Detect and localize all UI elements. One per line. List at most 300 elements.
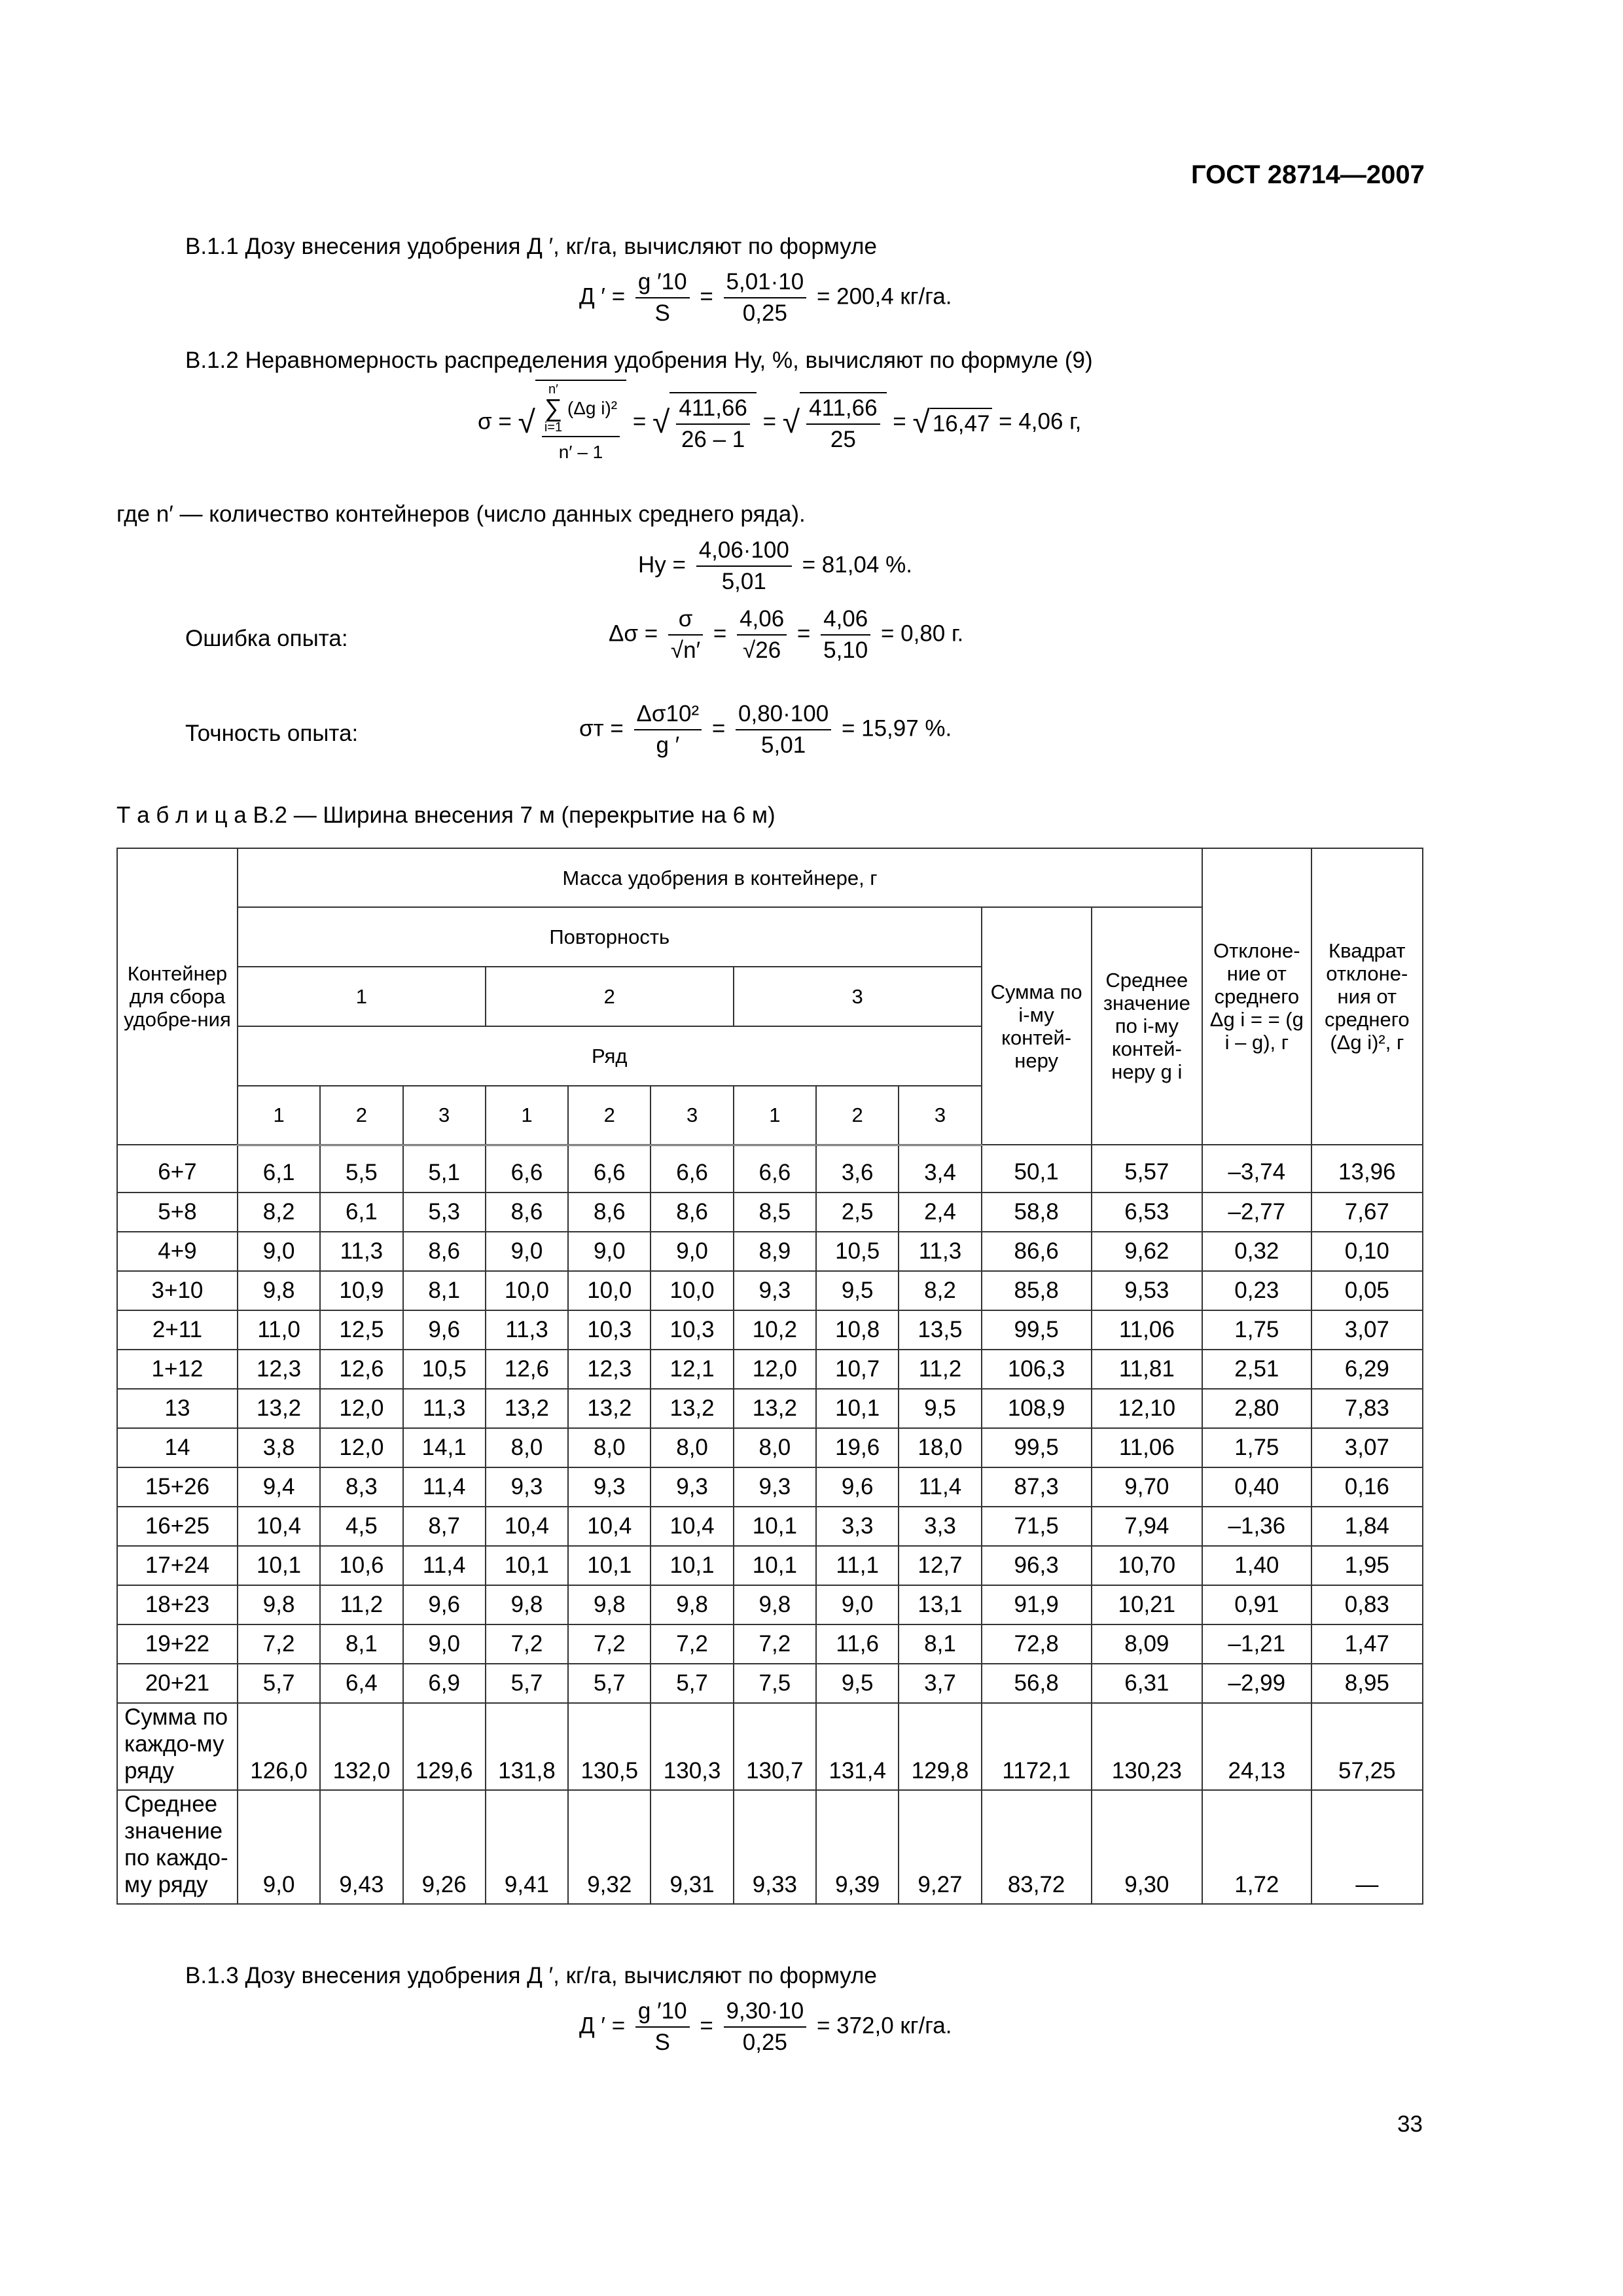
table-cell: 11,3 bbox=[403, 1389, 486, 1428]
table-cell: 12,0 bbox=[734, 1350, 816, 1389]
header-rep-1: 1 bbox=[238, 967, 486, 1026]
header-mass: Масса удобрения в контейнере, г bbox=[238, 848, 1202, 907]
table-cell: 8,6 bbox=[568, 1193, 651, 1232]
section-b13-text: В.1.3 Дозу внесения удобрения Д ′, кг/га, вычисляют по формуле bbox=[185, 1963, 877, 1988]
table-cell: 11,4 bbox=[403, 1467, 486, 1507]
table-cell: 9,0 bbox=[816, 1585, 899, 1624]
header-row-num: 2 bbox=[816, 1086, 899, 1145]
table-cell: 12,3 bbox=[238, 1350, 320, 1389]
document-standard-header: ГОСТ 28714—2007 bbox=[1191, 160, 1425, 189]
table-cell: 10,2 bbox=[734, 1310, 816, 1350]
table-cell: 131,4 bbox=[816, 1703, 899, 1790]
table-cell: 6,1 bbox=[238, 1145, 320, 1193]
table-cell: 7,5 bbox=[734, 1664, 816, 1703]
table-cell: 9,8 bbox=[238, 1271, 320, 1310]
table-cell: 9,4 bbox=[238, 1467, 320, 1507]
table-cell: 11,1 bbox=[816, 1546, 899, 1585]
radical-sign: √ bbox=[912, 405, 930, 440]
fraction-denominator: 5,10 bbox=[823, 637, 868, 663]
table-cell: 5,7 bbox=[651, 1664, 733, 1703]
fraction-numerator: 0,80·100 bbox=[736, 700, 831, 730]
fraction bbox=[668, 605, 703, 664]
fraction-denominator: 26 – 1 bbox=[681, 427, 745, 452]
fraction-denominator: S bbox=[654, 300, 670, 326]
sum-lower-limit: i=1 bbox=[544, 420, 563, 435]
table-cell: 10,70 bbox=[1092, 1546, 1202, 1585]
equals-sign: = bbox=[700, 283, 713, 310]
table-cell: –2,77 bbox=[1202, 1193, 1311, 1232]
fraction bbox=[634, 700, 702, 759]
table-cell: 91,9 bbox=[982, 1585, 1092, 1624]
fraction-numerator: 411,66 bbox=[676, 395, 749, 425]
row-label-cell: 4+9 bbox=[117, 1232, 238, 1271]
table-cell: 9,0 bbox=[651, 1232, 733, 1271]
table-cell: 10,3 bbox=[568, 1310, 651, 1350]
row-label-cell: 19+22 bbox=[117, 1624, 238, 1664]
fraction bbox=[821, 605, 870, 664]
fraction-numerator: 4,06 bbox=[821, 605, 870, 636]
table-cell: 9,6 bbox=[403, 1310, 486, 1350]
table-cell: 99,5 bbox=[982, 1310, 1092, 1350]
table-cell: 9,0 bbox=[403, 1624, 486, 1664]
square-root bbox=[518, 380, 627, 466]
header-row-num: 2 bbox=[320, 1086, 402, 1145]
table-cell: 8,95 bbox=[1311, 1664, 1423, 1703]
table-cell: 8,2 bbox=[899, 1271, 981, 1310]
table-cell: 11,4 bbox=[899, 1467, 981, 1507]
table-cell: 6,4 bbox=[320, 1664, 402, 1703]
table-cell: 8,6 bbox=[486, 1193, 568, 1232]
row-label-cell: 13 bbox=[117, 1389, 238, 1428]
fraction-numerator bbox=[542, 382, 620, 437]
header-container: Контейнер для сбора удобре-ния bbox=[117, 848, 238, 1145]
table-cell: 50,1 bbox=[982, 1145, 1092, 1193]
table-cell: 7,2 bbox=[651, 1624, 733, 1664]
table-cell: 8,1 bbox=[320, 1624, 402, 1664]
table-cell: 87,3 bbox=[982, 1467, 1092, 1507]
table-cell: 9,62 bbox=[1092, 1232, 1202, 1271]
fraction bbox=[635, 1998, 690, 2056]
table-cell: 9,8 bbox=[651, 1585, 733, 1624]
table-cell: 10,4 bbox=[651, 1507, 733, 1546]
table-cell: 9,8 bbox=[486, 1585, 568, 1624]
table-cell: 9,5 bbox=[899, 1389, 981, 1428]
table-cell: 83,72 bbox=[982, 1790, 1092, 1904]
header-repeat: Повторность bbox=[238, 907, 982, 967]
error-label: Ошибка опыта: bbox=[185, 626, 348, 651]
row-label-cell: 14 bbox=[117, 1428, 238, 1467]
header-square-deviation: Квадрат отклоне-ния от среднего (Δg i)², г bbox=[1311, 848, 1423, 1145]
row-label-cell: 20+21 bbox=[117, 1664, 238, 1703]
table-cell: 5,5 bbox=[320, 1145, 402, 1193]
table-cell: 12,6 bbox=[320, 1350, 402, 1389]
table-cell: 6,1 bbox=[320, 1193, 402, 1232]
table-cell: 0,91 bbox=[1202, 1585, 1311, 1624]
table-cell: 9,3 bbox=[651, 1467, 733, 1507]
page-number: 33 bbox=[1397, 2111, 1423, 2137]
row-label-cell: 1+12 bbox=[117, 1350, 238, 1389]
table-cell: 10,8 bbox=[816, 1310, 899, 1350]
table-cell: 13,2 bbox=[734, 1389, 816, 1428]
table-cell: 10,4 bbox=[568, 1507, 651, 1546]
table-cell: 130,7 bbox=[734, 1703, 816, 1790]
table-cell: 18,0 bbox=[899, 1428, 981, 1467]
table-cell: 11,06 bbox=[1092, 1310, 1202, 1350]
table-cell: 8,0 bbox=[651, 1428, 733, 1467]
table-cell: 5,1 bbox=[403, 1145, 486, 1193]
table-cell: 7,83 bbox=[1311, 1389, 1423, 1428]
table-cell: 1172,1 bbox=[982, 1703, 1092, 1790]
fraction-numerator: Δσ10² bbox=[634, 700, 702, 730]
table-cell: 8,09 bbox=[1092, 1624, 1202, 1664]
table-cell: 8,3 bbox=[320, 1467, 402, 1507]
table-cell: 85,8 bbox=[982, 1271, 1092, 1310]
radical-sign: √ bbox=[782, 405, 800, 440]
table-cell: 11,2 bbox=[899, 1350, 981, 1389]
table-cell: 10,1 bbox=[734, 1507, 816, 1546]
radical-sign: √ bbox=[652, 405, 670, 440]
table-cell: 13,2 bbox=[568, 1389, 651, 1428]
radicand: 16,47 bbox=[930, 408, 993, 438]
table-cell: 1,75 bbox=[1202, 1428, 1311, 1467]
table-cell: 10,4 bbox=[238, 1507, 320, 1546]
table-cell: 9,0 bbox=[238, 1790, 320, 1904]
header-row-num: 3 bbox=[899, 1086, 981, 1145]
formula-dose-1 bbox=[579, 268, 952, 327]
data-table bbox=[116, 848, 1423, 1905]
table-cell: 10,5 bbox=[816, 1232, 899, 1271]
table-cell: 0,16 bbox=[1311, 1467, 1423, 1507]
row-label-cell: 6+7 bbox=[117, 1145, 238, 1193]
table-cell: 9,8 bbox=[734, 1585, 816, 1624]
table-cell: 11,3 bbox=[320, 1232, 402, 1271]
table-row bbox=[117, 1546, 1423, 1585]
table-cell: 9,6 bbox=[816, 1467, 899, 1507]
table-cell: 10,0 bbox=[486, 1271, 568, 1310]
table-cell: 6,53 bbox=[1092, 1193, 1202, 1232]
table-cell: 0,83 bbox=[1311, 1585, 1423, 1624]
fraction-denominator: √n′ bbox=[670, 637, 701, 663]
table-cell: 13,2 bbox=[486, 1389, 568, 1428]
header-row-num: 3 bbox=[651, 1086, 733, 1145]
row-label-cell: 2+11 bbox=[117, 1310, 238, 1350]
table-cell: 10,7 bbox=[816, 1350, 899, 1389]
formula-lhs: Δσ = bbox=[609, 620, 658, 647]
table-cell: 9,5 bbox=[816, 1664, 899, 1703]
table-cell: 9,3 bbox=[568, 1467, 651, 1507]
header-row-num: 1 bbox=[486, 1086, 568, 1145]
row-label-cell: 15+26 bbox=[117, 1467, 238, 1507]
row-label-cell: 16+25 bbox=[117, 1507, 238, 1546]
table-cell: 7,2 bbox=[568, 1624, 651, 1664]
fraction-denominator: 5,01 bbox=[721, 569, 766, 594]
table-cell: 8,1 bbox=[403, 1271, 486, 1310]
section-b11-text: В.1.1 Дозу внесения удобрения Д ′, кг/га, вычисляют по формуле bbox=[185, 234, 877, 259]
table-cell: 10,6 bbox=[320, 1546, 402, 1585]
table-row bbox=[117, 1585, 1423, 1624]
summation bbox=[544, 382, 562, 435]
table-row bbox=[117, 1145, 1423, 1193]
table-cell: 3,07 bbox=[1311, 1428, 1423, 1467]
table-cell: 11,81 bbox=[1092, 1350, 1202, 1389]
table-cell: 10,5 bbox=[403, 1350, 486, 1389]
formula-hy bbox=[638, 537, 912, 596]
fraction-denominator: g ′ bbox=[656, 732, 680, 758]
table-cell: 9,31 bbox=[651, 1790, 733, 1904]
fraction bbox=[635, 268, 690, 327]
table-cell: 0,40 bbox=[1202, 1467, 1311, 1507]
table-cell: 2,4 bbox=[899, 1193, 981, 1232]
header-row-num: 1 bbox=[734, 1086, 816, 1145]
table-cell: 9,6 bbox=[403, 1585, 486, 1624]
table-row bbox=[117, 1428, 1423, 1467]
where-n-text: где n′ — количество контейнеров (число данных среднего ряда). bbox=[116, 501, 806, 527]
formula-result: = 0,80 г. bbox=[880, 620, 964, 647]
table-cell: 5,3 bbox=[403, 1193, 486, 1232]
table-cell: 9,0 bbox=[238, 1232, 320, 1271]
table-cell: 71,5 bbox=[982, 1507, 1092, 1546]
table-cell: 6,31 bbox=[1092, 1664, 1202, 1703]
table-cell: 6,6 bbox=[651, 1145, 733, 1193]
table-cell: 0,05 bbox=[1311, 1271, 1423, 1310]
header-deviation: Отклоне-ние от среднего Δg i = = (g i – g), г bbox=[1202, 848, 1311, 1145]
formula-lhs: Hу = bbox=[638, 552, 686, 578]
table-cell: 8,0 bbox=[734, 1428, 816, 1467]
table-cell: 11,2 bbox=[320, 1585, 402, 1624]
table-cell: 58,8 bbox=[982, 1193, 1092, 1232]
table-cell: — bbox=[1311, 1790, 1423, 1904]
table-cell: 8,6 bbox=[403, 1232, 486, 1271]
table-row bbox=[117, 1193, 1423, 1232]
table-cell: 0,32 bbox=[1202, 1232, 1311, 1271]
formula-result: = 200,4 кг/га. bbox=[816, 283, 952, 310]
table-cell: 108,9 bbox=[982, 1389, 1092, 1428]
table-cell: 3,3 bbox=[816, 1507, 899, 1546]
table-cell: 12,0 bbox=[320, 1389, 402, 1428]
square-root bbox=[912, 405, 992, 440]
fraction bbox=[736, 700, 831, 759]
table-row bbox=[117, 1232, 1423, 1271]
table-cell: 130,3 bbox=[651, 1703, 733, 1790]
table-cell: 6,9 bbox=[403, 1664, 486, 1703]
fraction-denominator: 0,25 bbox=[742, 2030, 787, 2055]
table-cell: 106,3 bbox=[982, 1350, 1092, 1389]
header-rep-2: 2 bbox=[486, 967, 734, 1026]
fraction-numerator: 9,30·10 bbox=[724, 1998, 807, 2028]
table-cell: 14,1 bbox=[403, 1428, 486, 1467]
table-cell: 3,07 bbox=[1311, 1310, 1423, 1350]
formula-result: = 15,97 %. bbox=[841, 715, 952, 742]
table-row bbox=[117, 1389, 1423, 1428]
fraction-numerator: g ′10 bbox=[635, 1998, 690, 2028]
table-cell: 10,0 bbox=[651, 1271, 733, 1310]
fraction-denominator: 0,25 bbox=[742, 300, 787, 326]
formula-accuracy: σт = $\frac{\text{Δσ10²}}{g '}$ = $\frac{0,80\cdot 100}{5,01}$ = 15,97 %. bbox=[579, 701, 952, 758]
row-label-cell: 3+10 bbox=[117, 1271, 238, 1310]
fraction-numerator: g ′10 bbox=[635, 268, 690, 298]
table-cell: 19,6 bbox=[816, 1428, 899, 1467]
formula-dose-2 bbox=[579, 1998, 952, 2056]
radicand bbox=[535, 380, 626, 466]
table-cell: 9,8 bbox=[568, 1585, 651, 1624]
table-cell: 57,25 bbox=[1311, 1703, 1423, 1790]
fraction-denominator: √26 bbox=[743, 637, 781, 663]
table-cell: 8,5 bbox=[734, 1193, 816, 1232]
table-cell: 13,2 bbox=[651, 1389, 733, 1428]
table-cell: 7,2 bbox=[238, 1624, 320, 1664]
table-cell: –3,74 bbox=[1202, 1145, 1311, 1193]
row-label-cell: Среднее значение по каждо-му ряду bbox=[117, 1790, 238, 1904]
table-cell: 7,67 bbox=[1311, 1193, 1423, 1232]
radicand bbox=[800, 392, 886, 454]
radicand bbox=[669, 392, 756, 454]
table-cell: 7,94 bbox=[1092, 1507, 1202, 1546]
table-cell: 9,30 bbox=[1092, 1790, 1202, 1904]
table-cell: 2,51 bbox=[1202, 1350, 1311, 1389]
table-cell: 8,0 bbox=[568, 1428, 651, 1467]
sum-row bbox=[117, 1703, 1423, 1790]
table-cell: 9,41 bbox=[486, 1790, 568, 1904]
table-cell: 9,5 bbox=[816, 1271, 899, 1310]
table-cell: 6,29 bbox=[1311, 1350, 1423, 1389]
table-cell: 12,6 bbox=[486, 1350, 568, 1389]
table-cell: 1,75 bbox=[1202, 1310, 1311, 1350]
table-cell: 99,5 bbox=[982, 1428, 1092, 1467]
table-cell: 86,6 bbox=[982, 1232, 1092, 1271]
sum-expression: (Δg i)² bbox=[567, 398, 618, 418]
fraction-numerator: 411,66 bbox=[806, 395, 880, 425]
formula-result: = 372,0 кг/га. bbox=[816, 2013, 952, 2039]
fraction-numerator: 4,06·100 bbox=[696, 537, 792, 567]
table-cell: 9,70 bbox=[1092, 1467, 1202, 1507]
table-cell: 0,10 bbox=[1311, 1232, 1423, 1271]
header-row-num: 1 bbox=[238, 1086, 320, 1145]
table-cell: 12,3 bbox=[568, 1350, 651, 1389]
table-cell: –1,36 bbox=[1202, 1507, 1311, 1546]
table-cell: 11,6 bbox=[816, 1624, 899, 1664]
table-cell: 2,80 bbox=[1202, 1389, 1311, 1428]
table-cell: 11,06 bbox=[1092, 1428, 1202, 1467]
formula-lhs: σ = bbox=[478, 408, 512, 435]
table-cell: 10,21 bbox=[1092, 1585, 1202, 1624]
table-row bbox=[117, 1507, 1423, 1546]
table-cell: 9,26 bbox=[403, 1790, 486, 1904]
sigma-icon: ∑ bbox=[544, 395, 563, 422]
table-cell: 9,0 bbox=[486, 1232, 568, 1271]
formula-result: = 81,04 %. bbox=[802, 552, 912, 578]
table-cell: 3,6 bbox=[816, 1145, 899, 1193]
table-cell: 9,8 bbox=[238, 1585, 320, 1624]
formula-lhs: Д ′ = bbox=[579, 283, 626, 310]
formula-result: = 4,06 г, bbox=[999, 408, 1082, 435]
table-row bbox=[117, 1624, 1423, 1664]
table-cell: 5,7 bbox=[568, 1664, 651, 1703]
table-cell: 12,7 bbox=[899, 1546, 981, 1585]
table-cell: 8,7 bbox=[403, 1507, 486, 1546]
table-cell: 7,2 bbox=[734, 1624, 816, 1664]
table-cell: 1,95 bbox=[1311, 1546, 1423, 1585]
header-mean: Среднее значение по i-му контей-неру g i bbox=[1092, 907, 1202, 1145]
table-cell: 12,10 bbox=[1092, 1389, 1202, 1428]
row-label-cell: Сумма по каждо-му ряду bbox=[117, 1703, 238, 1790]
table-cell: 129,8 bbox=[899, 1703, 981, 1790]
table-cell: 9,0 bbox=[568, 1232, 651, 1271]
table-cell: 24,13 bbox=[1202, 1703, 1311, 1790]
fraction bbox=[724, 1998, 807, 2056]
formula-lhs: σт = bbox=[579, 715, 624, 742]
table-cell: 10,3 bbox=[651, 1310, 733, 1350]
table-row bbox=[117, 1310, 1423, 1350]
table-cell: 10,1 bbox=[734, 1546, 816, 1585]
section-b12-text: В.1.2 Неравномерность распределения удобрения Hу, %, вычисляют по формуле (9) bbox=[185, 348, 1093, 373]
table-cell: 6,6 bbox=[734, 1145, 816, 1193]
table-cell: 1,84 bbox=[1311, 1507, 1423, 1546]
header-row-num: 2 bbox=[568, 1086, 651, 1145]
accuracy-label: Точность опыта: bbox=[185, 721, 359, 746]
fraction-denominator: 5,01 bbox=[761, 732, 806, 758]
table-cell: 10,0 bbox=[568, 1271, 651, 1310]
table-cell: 6,6 bbox=[568, 1145, 651, 1193]
fraction bbox=[724, 268, 807, 327]
table-row bbox=[117, 1350, 1423, 1389]
table-cell: 96,3 bbox=[982, 1546, 1092, 1585]
fraction bbox=[542, 382, 620, 466]
fraction-numerator: σ bbox=[668, 605, 703, 636]
table-cell: 5,57 bbox=[1092, 1145, 1202, 1193]
table-cell: 130,5 bbox=[568, 1703, 651, 1790]
table-caption: Т а б л и ц а В.2 — Ширина внесения 7 м (перекрытие на 6 м) bbox=[116, 802, 776, 828]
fraction-denominator: S bbox=[654, 2030, 670, 2055]
fraction bbox=[737, 605, 787, 664]
formula-sigma: σ = √ n′ ∑ i=1 (Δg i)² n′ – 1 = √ $\frac{411,66}{26 - 1}$ = √ $\frac{411,66}{25}$ = √ 16,47 = 4,06 г, bbox=[478, 380, 1081, 466]
table-cell: 10,4 bbox=[486, 1507, 568, 1546]
table-cell: 11,3 bbox=[899, 1232, 981, 1271]
table-cell: 8,0 bbox=[486, 1428, 568, 1467]
table-cell: 9,33 bbox=[734, 1790, 816, 1904]
fraction-numerator: 5,01·10 bbox=[724, 268, 807, 298]
table-cell: 11,4 bbox=[403, 1546, 486, 1585]
table-cell: 5,7 bbox=[486, 1664, 568, 1703]
fraction bbox=[806, 395, 880, 454]
table-row bbox=[117, 1467, 1423, 1507]
table-cell: –2,99 bbox=[1202, 1664, 1311, 1703]
fraction-numerator: 4,06 bbox=[737, 605, 787, 636]
header-sum: Сумма по i-му контей-неру bbox=[982, 907, 1092, 1145]
table-cell: 9,53 bbox=[1092, 1271, 1202, 1310]
table-cell: 10,1 bbox=[238, 1546, 320, 1585]
table-cell: 10,1 bbox=[486, 1546, 568, 1585]
table-cell: 10,1 bbox=[568, 1546, 651, 1585]
equals-sign: = bbox=[700, 2013, 713, 2039]
table-cell: 13,2 bbox=[238, 1389, 320, 1428]
table-cell: 9,27 bbox=[899, 1790, 981, 1904]
table-cell: 3,7 bbox=[899, 1664, 981, 1703]
table-cell: 9,43 bbox=[320, 1790, 402, 1904]
table-cell: 12,0 bbox=[320, 1428, 402, 1467]
table-cell: 8,1 bbox=[899, 1624, 981, 1664]
table-cell: 126,0 bbox=[238, 1703, 320, 1790]
table-cell: 11,3 bbox=[486, 1310, 568, 1350]
formula-error: Δσ = $\frac{\sigma}{√n'}$ = $\frac{4,06}{√26}$ = $\frac{4,06}{5,10}$ = 0,80 г. bbox=[609, 606, 964, 663]
row-label-cell: 18+23 bbox=[117, 1585, 238, 1624]
fraction bbox=[676, 395, 749, 454]
fraction-denominator: n′ – 1 bbox=[558, 442, 603, 462]
table-cell: 11,0 bbox=[238, 1310, 320, 1350]
table-cell: 72,8 bbox=[982, 1624, 1092, 1664]
table-cell: 2,5 bbox=[816, 1193, 899, 1232]
table-cell: 13,96 bbox=[1311, 1145, 1423, 1193]
table-cell: 13,5 bbox=[899, 1310, 981, 1350]
